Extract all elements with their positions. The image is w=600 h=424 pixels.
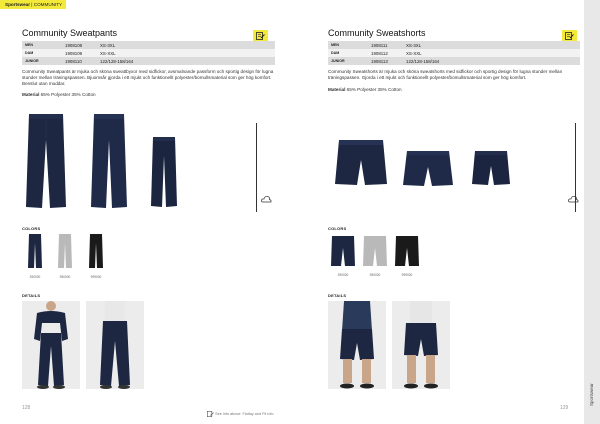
color-swatch[interactable] (58, 234, 72, 279)
spec-sizes: XS-3XL (403, 41, 580, 49)
color-code: 999000 (401, 273, 413, 277)
spec-sizes: 122/128-158/164 (403, 57, 580, 65)
side-tab (584, 0, 600, 424)
cloud-fit-icon (568, 195, 579, 203)
right-page (300, 0, 600, 424)
spec-article: 1908109 (62, 49, 97, 57)
sweatshorts-junior-image (472, 150, 510, 186)
color-swatch[interactable] (363, 236, 387, 277)
side-tab-label (585, 383, 599, 406)
model-photo-back (86, 301, 144, 389)
spec-article: 1908111 (368, 41, 403, 49)
sweatpants-junior-image (150, 136, 178, 208)
spec-table (328, 41, 580, 65)
spec-article: 1908113 (368, 57, 403, 65)
footer-note (207, 411, 274, 417)
spec-article: 1908112 (368, 49, 403, 57)
side-tab-text: Sportswear (589, 383, 594, 406)
color-swatch[interactable] (28, 234, 42, 279)
model-photo-front (328, 301, 386, 389)
spec-label: MEN (328, 41, 368, 49)
color-code: 999000 (90, 275, 102, 279)
spec-row (22, 57, 275, 65)
details-label: DETAILS (22, 293, 41, 298)
footer-note-text: See info above: Flatlay and Fit info (215, 412, 274, 416)
spec-label: DAM (328, 49, 368, 57)
color-code: 950000 (59, 275, 71, 279)
product-title: Community Sweatpants (22, 28, 118, 38)
spec-row (22, 41, 275, 49)
colors-label: COLORS (22, 226, 41, 231)
fit-info (565, 190, 581, 208)
spec-row (328, 49, 580, 57)
color-code: 390000 (337, 273, 349, 277)
spec-label: DAM (22, 49, 62, 57)
spec-sizes: XS-3XL (97, 41, 275, 49)
spec-row (328, 41, 580, 49)
spec-row (22, 49, 275, 57)
sweatpants-womens-image (90, 112, 128, 210)
tag-section: COMMUNITY (33, 2, 63, 7)
colors-label: COLORS (328, 226, 347, 231)
sweatpants-front-image (25, 112, 67, 210)
cloud-fit-icon (261, 195, 272, 203)
spec-label: JUNIOR (22, 57, 62, 65)
details-label: DETAILS (328, 293, 347, 298)
color-code: 390000 (29, 275, 41, 279)
material-line (22, 92, 96, 97)
spec-sizes: XS-XXL (403, 49, 580, 57)
notepad-edit-icon (207, 411, 214, 417)
sweatshorts-womens-image (403, 149, 453, 187)
spec-article: 1908108 (62, 41, 97, 49)
color-swatch[interactable] (395, 236, 419, 277)
spec-label: JUNIOR (328, 57, 368, 65)
fit-info (258, 190, 274, 208)
material-label: Material (328, 87, 346, 92)
model-photo-back (392, 301, 450, 389)
spec-sizes: XS-XXL (97, 49, 275, 57)
material-value: 65% Polyester 35% Cotton (346, 87, 402, 92)
spec-row (328, 57, 580, 65)
product-description: Community Sweatshorts är mjuka och sköna sweatshorts med sidfickor och sportig design för lugna stunder mellan träningspassen. Gjorda i ett mjukt och funktionellt polyester/bomullsmaterial som ger hög komfort. (328, 69, 563, 80)
color-code: 950000 (369, 273, 381, 277)
spec-table (22, 41, 275, 65)
spec-article: 1908110 (62, 57, 97, 65)
notepad-edit-icon[interactable] (253, 30, 268, 41)
page-number: 128 (22, 405, 31, 411)
material-line (328, 87, 402, 92)
section-tag: Sportswear | COMMUNITY (0, 0, 66, 9)
material-value: 65% Polyester 35% Cotton (40, 92, 96, 97)
color-swatch[interactable] (331, 236, 355, 277)
model-photo-front (22, 301, 80, 389)
divider-line (256, 123, 257, 212)
product-title: Community Sweatshorts (328, 28, 426, 38)
color-swatch[interactable] (89, 234, 103, 279)
spec-sizes: 122/128-158/164 (97, 57, 275, 65)
notepad-edit-icon[interactable] (562, 30, 577, 41)
page-number: 129 (560, 405, 569, 411)
material-label: Material (22, 92, 40, 97)
product-description: Community Sweatpants är mjuka och sköna sweattbyxor med sidfickor, avsmalnande passform och sportig design för lugna stunder mellan träningspassen. Bjuomsår gjorda i ett mjukt och funktionellt polyester/bomullsmaterial som ger hög komfort. Benslut utan muddar. (22, 69, 274, 86)
sweatshorts-front-image (335, 138, 387, 186)
spec-label: MEN (22, 41, 62, 49)
tag-category: Sportswear (5, 2, 31, 7)
